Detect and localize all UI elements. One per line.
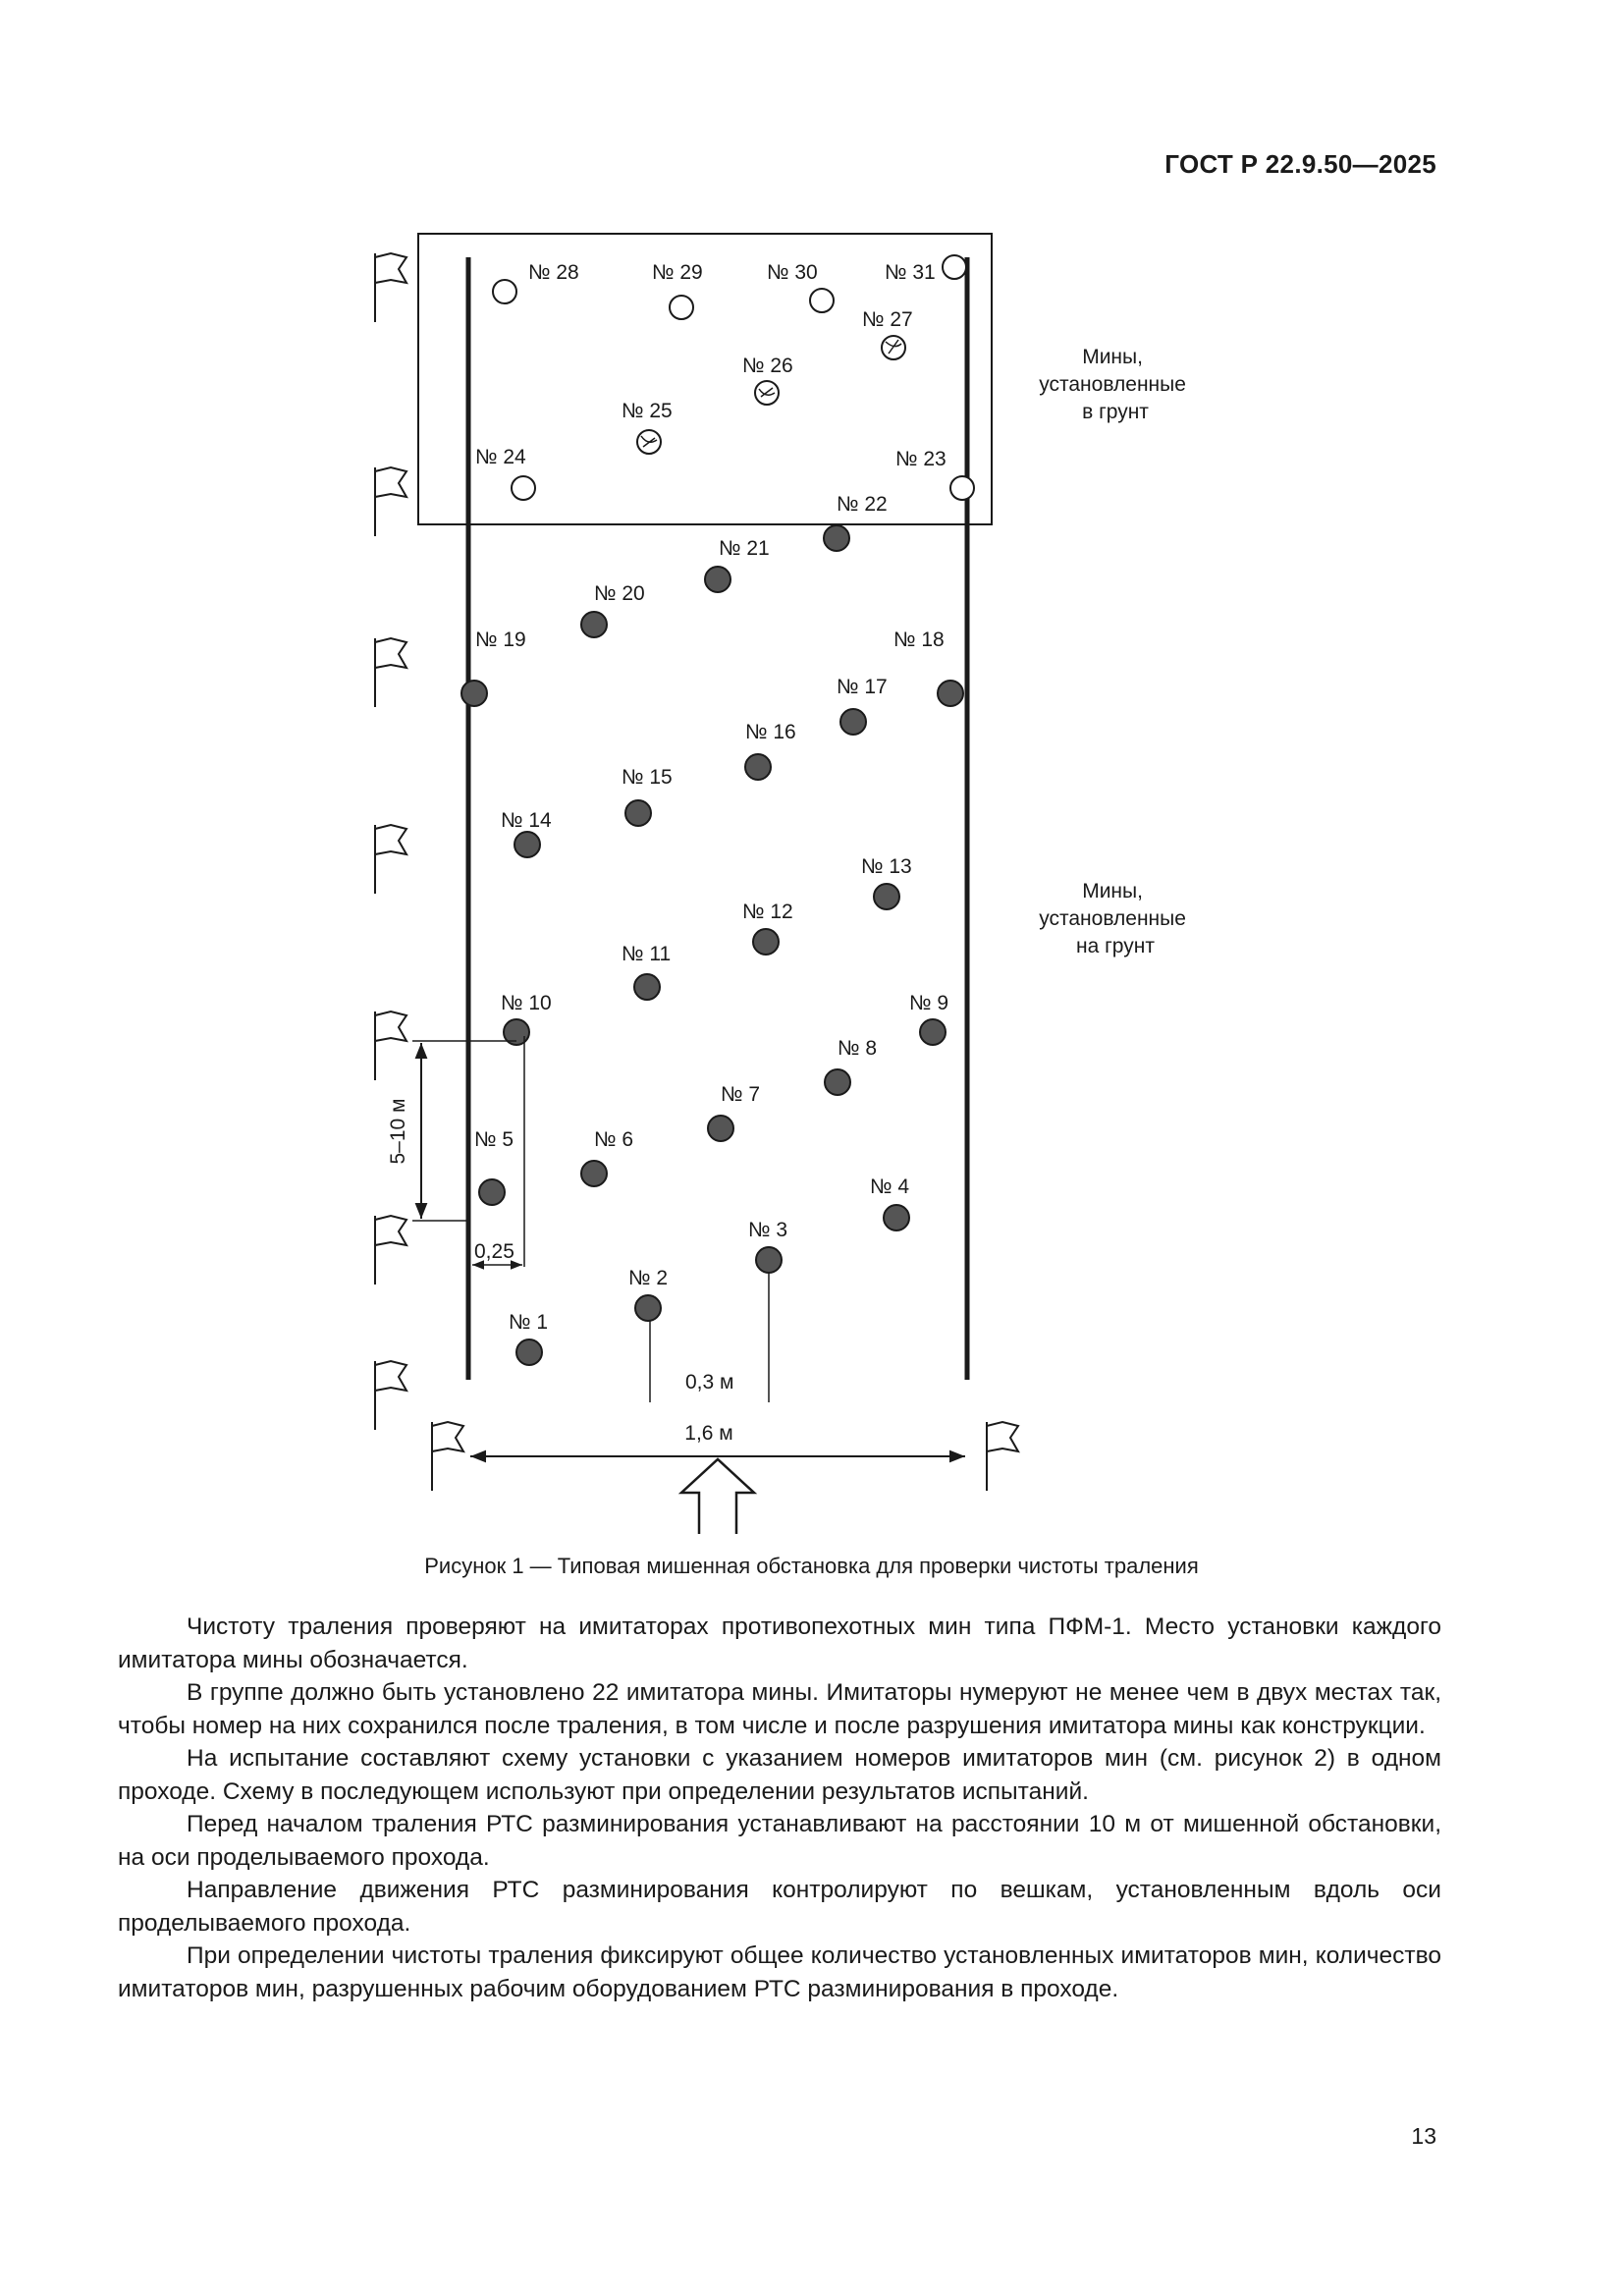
marker-flag-icon: [432, 1422, 463, 1491]
buried-mine-30: [767, 261, 834, 312]
paragraph: Направление движения РТС разминирования контролируют по вешкам, установленным вдоль оси проделываемого прохода.: [118, 1877, 1441, 1937]
buried-mine-31: [885, 255, 966, 284]
surface-mine-11: [622, 943, 671, 1000]
zone-label-buried: Мины, установленные в грунт: [1039, 346, 1186, 423]
marker-flag-icon: [375, 1216, 406, 1285]
svg-text:№ 7: № 7: [721, 1083, 761, 1106]
paragraph: Перед началом траления РТС разминирования устанавливают на расстоянии 10 м от мишенной обстановки, на оси проделываемого прохода.: [118, 1811, 1441, 1871]
marker-flag-icon: [375, 825, 406, 894]
body-text: [118, 1611, 1441, 2005]
svg-text:№ 28: № 28: [528, 261, 579, 284]
document-header: ГОСТ Р 22.9.50—2025: [1164, 149, 1436, 179]
svg-text:№ 8: № 8: [838, 1037, 878, 1060]
marker-flag-icon: [375, 638, 406, 707]
surface-mine-10: [501, 992, 552, 1045]
paragraph: Чистоту траления проверяют на имитаторах противопехотных мин типа ПФМ-1. Место установки каждого имитатора мины обозначается.: [118, 1613, 1441, 1673]
svg-text:№ 6: № 6: [594, 1128, 634, 1151]
surface-mine-22: [824, 493, 888, 551]
svg-text:№ 2: № 2: [628, 1267, 669, 1289]
surface-mine-1: [509, 1311, 548, 1365]
svg-text:№ 22: № 22: [837, 493, 888, 516]
svg-text:№ 3: № 3: [748, 1219, 788, 1241]
buried-mine-23: [895, 448, 974, 500]
svg-text:№ 1: № 1: [509, 1311, 549, 1334]
travel-direction-arrow-icon: [681, 1459, 754, 1534]
surface-mine-2: [628, 1267, 668, 1321]
marker-flag-icon: [375, 1361, 406, 1430]
svg-text:№ 25: № 25: [622, 400, 673, 422]
svg-text:№ 10: № 10: [501, 992, 552, 1014]
zone-label-surface: Мины, установленные на грунт: [1039, 880, 1186, 957]
svg-text:5–10 м: 5–10 м: [387, 1098, 409, 1165]
buried-mine-24: [475, 446, 535, 500]
buried-mine-26: [742, 355, 793, 405]
svg-text:№ 30: № 30: [767, 261, 818, 284]
svg-text:№ 21: № 21: [719, 537, 770, 560]
svg-text:№ 12: № 12: [742, 901, 793, 923]
surface-mine-19: [461, 629, 526, 706]
svg-text:0,25: 0,25: [474, 1240, 514, 1263]
svg-text:№ 24: № 24: [475, 446, 526, 468]
paragraph: На испытание составляют схему установки с указанием номеров имитаторов мин (см. рисунок 2) в одном проходе. Схему в последующем используют при определении результатов испытаний.: [118, 1745, 1441, 1805]
surface-mine-15: [622, 766, 673, 826]
paragraph: В группе должно быть установлено 22 имитатора мины. Имитаторы нумеруют не менее чем в двух местах так, чтобы номер на них сохранился после траления, в том числе и после разрушения имитатора мины как конструкции.: [118, 1679, 1441, 1739]
dimension-lane-width: [470, 1422, 965, 1456]
buried-mine-29: [652, 261, 703, 319]
surface-mine-18: [893, 629, 963, 706]
buried-mine-25: [622, 400, 673, 454]
svg-text:№ 9: № 9: [909, 992, 949, 1014]
marker-flag-icon: [987, 1422, 1018, 1491]
svg-text:№ 13: № 13: [861, 855, 912, 878]
surface-mine-20: [581, 582, 645, 637]
svg-text:№ 23: № 23: [895, 448, 947, 470]
surface-mine-8: [825, 1037, 877, 1095]
svg-text:№ 26: № 26: [742, 355, 793, 377]
svg-text:№ 15: № 15: [622, 766, 673, 789]
buried-mine-27: [862, 308, 913, 359]
surface-mine-13: [861, 855, 912, 909]
surface-mine-17: [837, 676, 888, 735]
svg-text:№ 14: № 14: [501, 809, 552, 832]
svg-text:№ 5: № 5: [474, 1128, 514, 1151]
marker-flag-icon: [375, 253, 406, 322]
figure-caption: Рисунок 1 — Типовая мишенная обстановка для проверки чистоты траления: [424, 1554, 1199, 1578]
svg-text:№ 16: № 16: [745, 721, 796, 743]
marker-flag-icon: [375, 1011, 406, 1080]
surface-mine-4: [870, 1175, 909, 1230]
svg-text:№ 19: № 19: [475, 629, 526, 651]
svg-text:№ 29: № 29: [652, 261, 703, 284]
surface-mine-5: [474, 1128, 514, 1205]
marker-flag-icon: [375, 467, 406, 536]
svg-text:№ 4: № 4: [870, 1175, 910, 1198]
svg-text:№ 18: № 18: [893, 629, 945, 651]
svg-text:№ 20: № 20: [594, 582, 645, 605]
surface-mine-7: [708, 1083, 760, 1141]
surface-mine-6: [581, 1128, 633, 1186]
svg-text:0,3 м: 0,3 м: [685, 1371, 734, 1394]
surface-mine-21: [705, 537, 770, 592]
svg-text:№ 31: № 31: [885, 261, 936, 284]
surface-mine-9: [909, 992, 948, 1045]
svg-text:№ 17: № 17: [837, 676, 888, 698]
surface-mine-12: [742, 901, 793, 955]
svg-text:1,6 м: 1,6 м: [684, 1422, 733, 1445]
page-number: 13: [1411, 2123, 1436, 2149]
surface-mine-16: [745, 721, 796, 780]
dimension-edge-offset: [472, 1036, 524, 1267]
surface-mine-3: [748, 1219, 787, 1273]
svg-text:№ 11: № 11: [622, 943, 672, 965]
dimension-mark-gap: [650, 1273, 769, 1402]
paragraph: При определении чистоты траления фиксируют общее количество установленных имитаторов мин, количество имитаторов мин, разрушенных рабочим оборудованием РТС разминирования в проходе.: [118, 1942, 1441, 2002]
buried-mine-28: [493, 261, 579, 303]
svg-text:№ 27: № 27: [862, 308, 913, 331]
surface-mine-14: [501, 809, 552, 857]
